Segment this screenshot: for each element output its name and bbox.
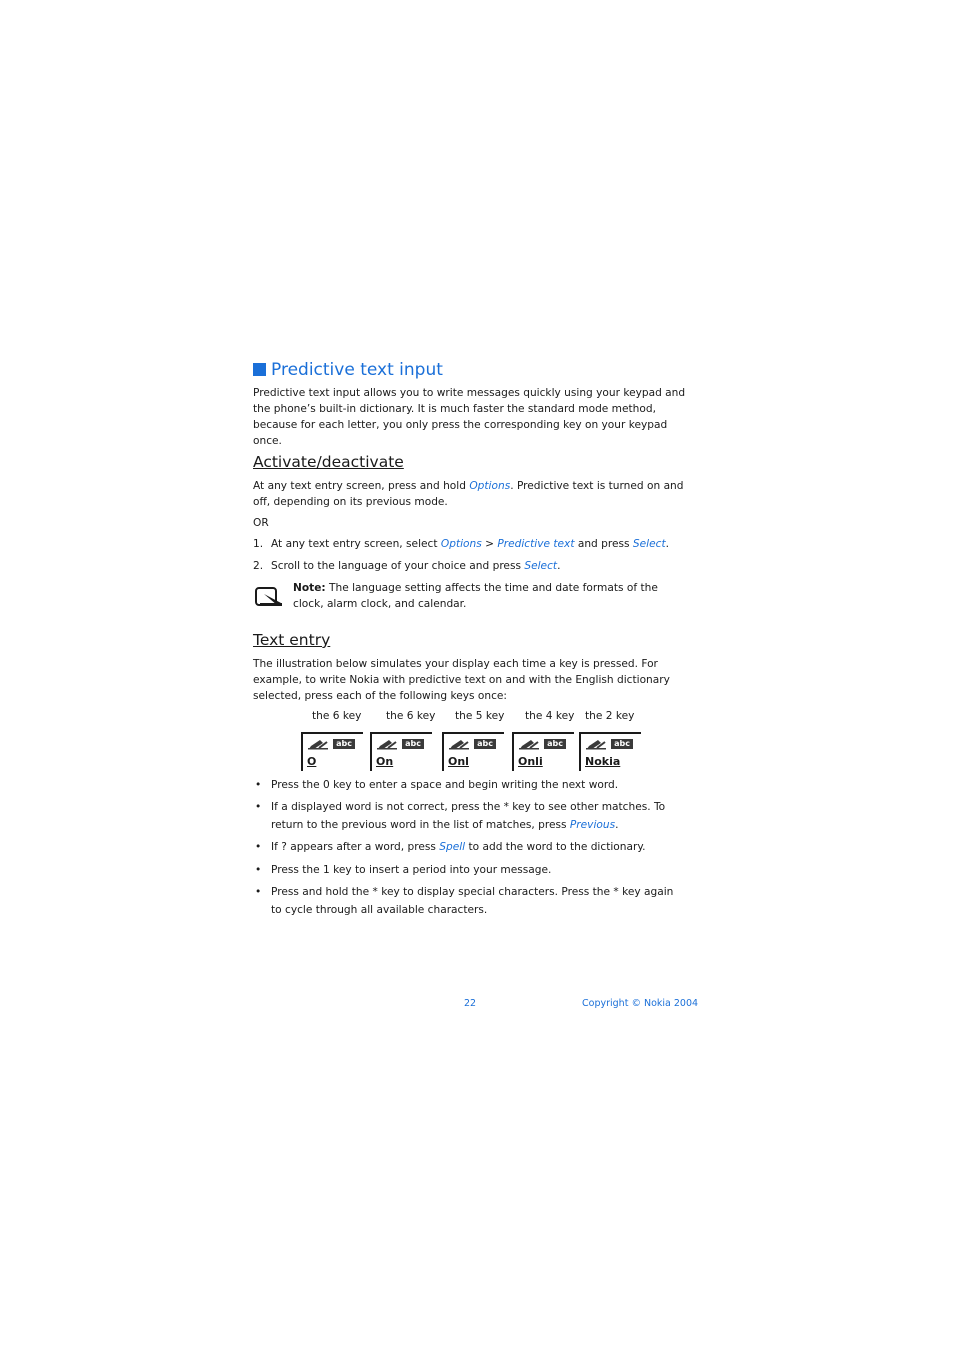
display-screen xyxy=(301,732,363,770)
key-label: the 6 key xyxy=(386,710,436,722)
note-paragraph: Note: The language setting affects the time and date formats of the clock, alarm clock, and calendar. xyxy=(293,582,658,610)
page-title: Predictive text input xyxy=(253,360,443,380)
key-label: the 2 key xyxy=(585,710,635,722)
page-number: 22 xyxy=(464,998,477,1009)
display-screen xyxy=(442,732,504,770)
bullet-icon: • xyxy=(255,841,262,853)
mode-indicator: abc xyxy=(402,739,424,749)
key-label: the 5 key xyxy=(455,710,505,722)
mode-indicator: abc xyxy=(333,739,355,749)
display-screen xyxy=(579,732,641,770)
section-title-text-entry: Text entry xyxy=(253,631,331,649)
mode-indicator: abc xyxy=(474,739,496,749)
key-label: the 4 key xyxy=(525,710,575,722)
text-entry-paragraph: The illustration below simulates your display each time a key is pressed. For example, to write Nokia with predictive text on and with the English dictionary selected, press each of the following keys once: xyxy=(253,658,670,702)
display-screen xyxy=(512,732,574,770)
display-word: On xyxy=(376,755,394,768)
pencil-icon xyxy=(585,738,607,750)
display-word: Nokia xyxy=(585,755,621,768)
or-text: OR xyxy=(253,517,269,529)
activate-paragraph: At any text entry screen, press and hold Options. Predictive text is turned on and off, depending on its previous mode. xyxy=(253,480,684,508)
note-icon xyxy=(255,586,285,608)
copyright: Copyright © Nokia 2004 xyxy=(582,998,699,1009)
mode-indicator: abc xyxy=(611,739,633,749)
key-label: the 6 key xyxy=(312,710,362,722)
bullet-icon: • xyxy=(255,779,262,791)
bullet-icon: • xyxy=(255,801,262,813)
display-word: Onli xyxy=(518,755,543,768)
display-word: O xyxy=(307,755,317,768)
section-title-activate: Activate/deactivate xyxy=(253,453,404,471)
bullet-icon: • xyxy=(255,864,262,876)
pencil-icon xyxy=(518,738,540,750)
pencil-icon xyxy=(376,738,398,750)
pencil-icon xyxy=(307,738,329,750)
intro-paragraph: Predictive text input allows you to write messages quickly using your keypad and the phone’s built-in dictionary. It is much faster the standard mode method, because for each letter, you only press the corresponding key on your keypad once. xyxy=(253,387,686,447)
mode-indicator: abc xyxy=(544,739,566,749)
options-softkey: Options xyxy=(469,480,511,492)
display-word: Onl xyxy=(448,755,469,768)
bullet-icon: • xyxy=(255,886,262,898)
square-bullet-icon xyxy=(253,363,266,376)
pencil-icon xyxy=(448,738,470,750)
display-screen xyxy=(370,732,432,770)
